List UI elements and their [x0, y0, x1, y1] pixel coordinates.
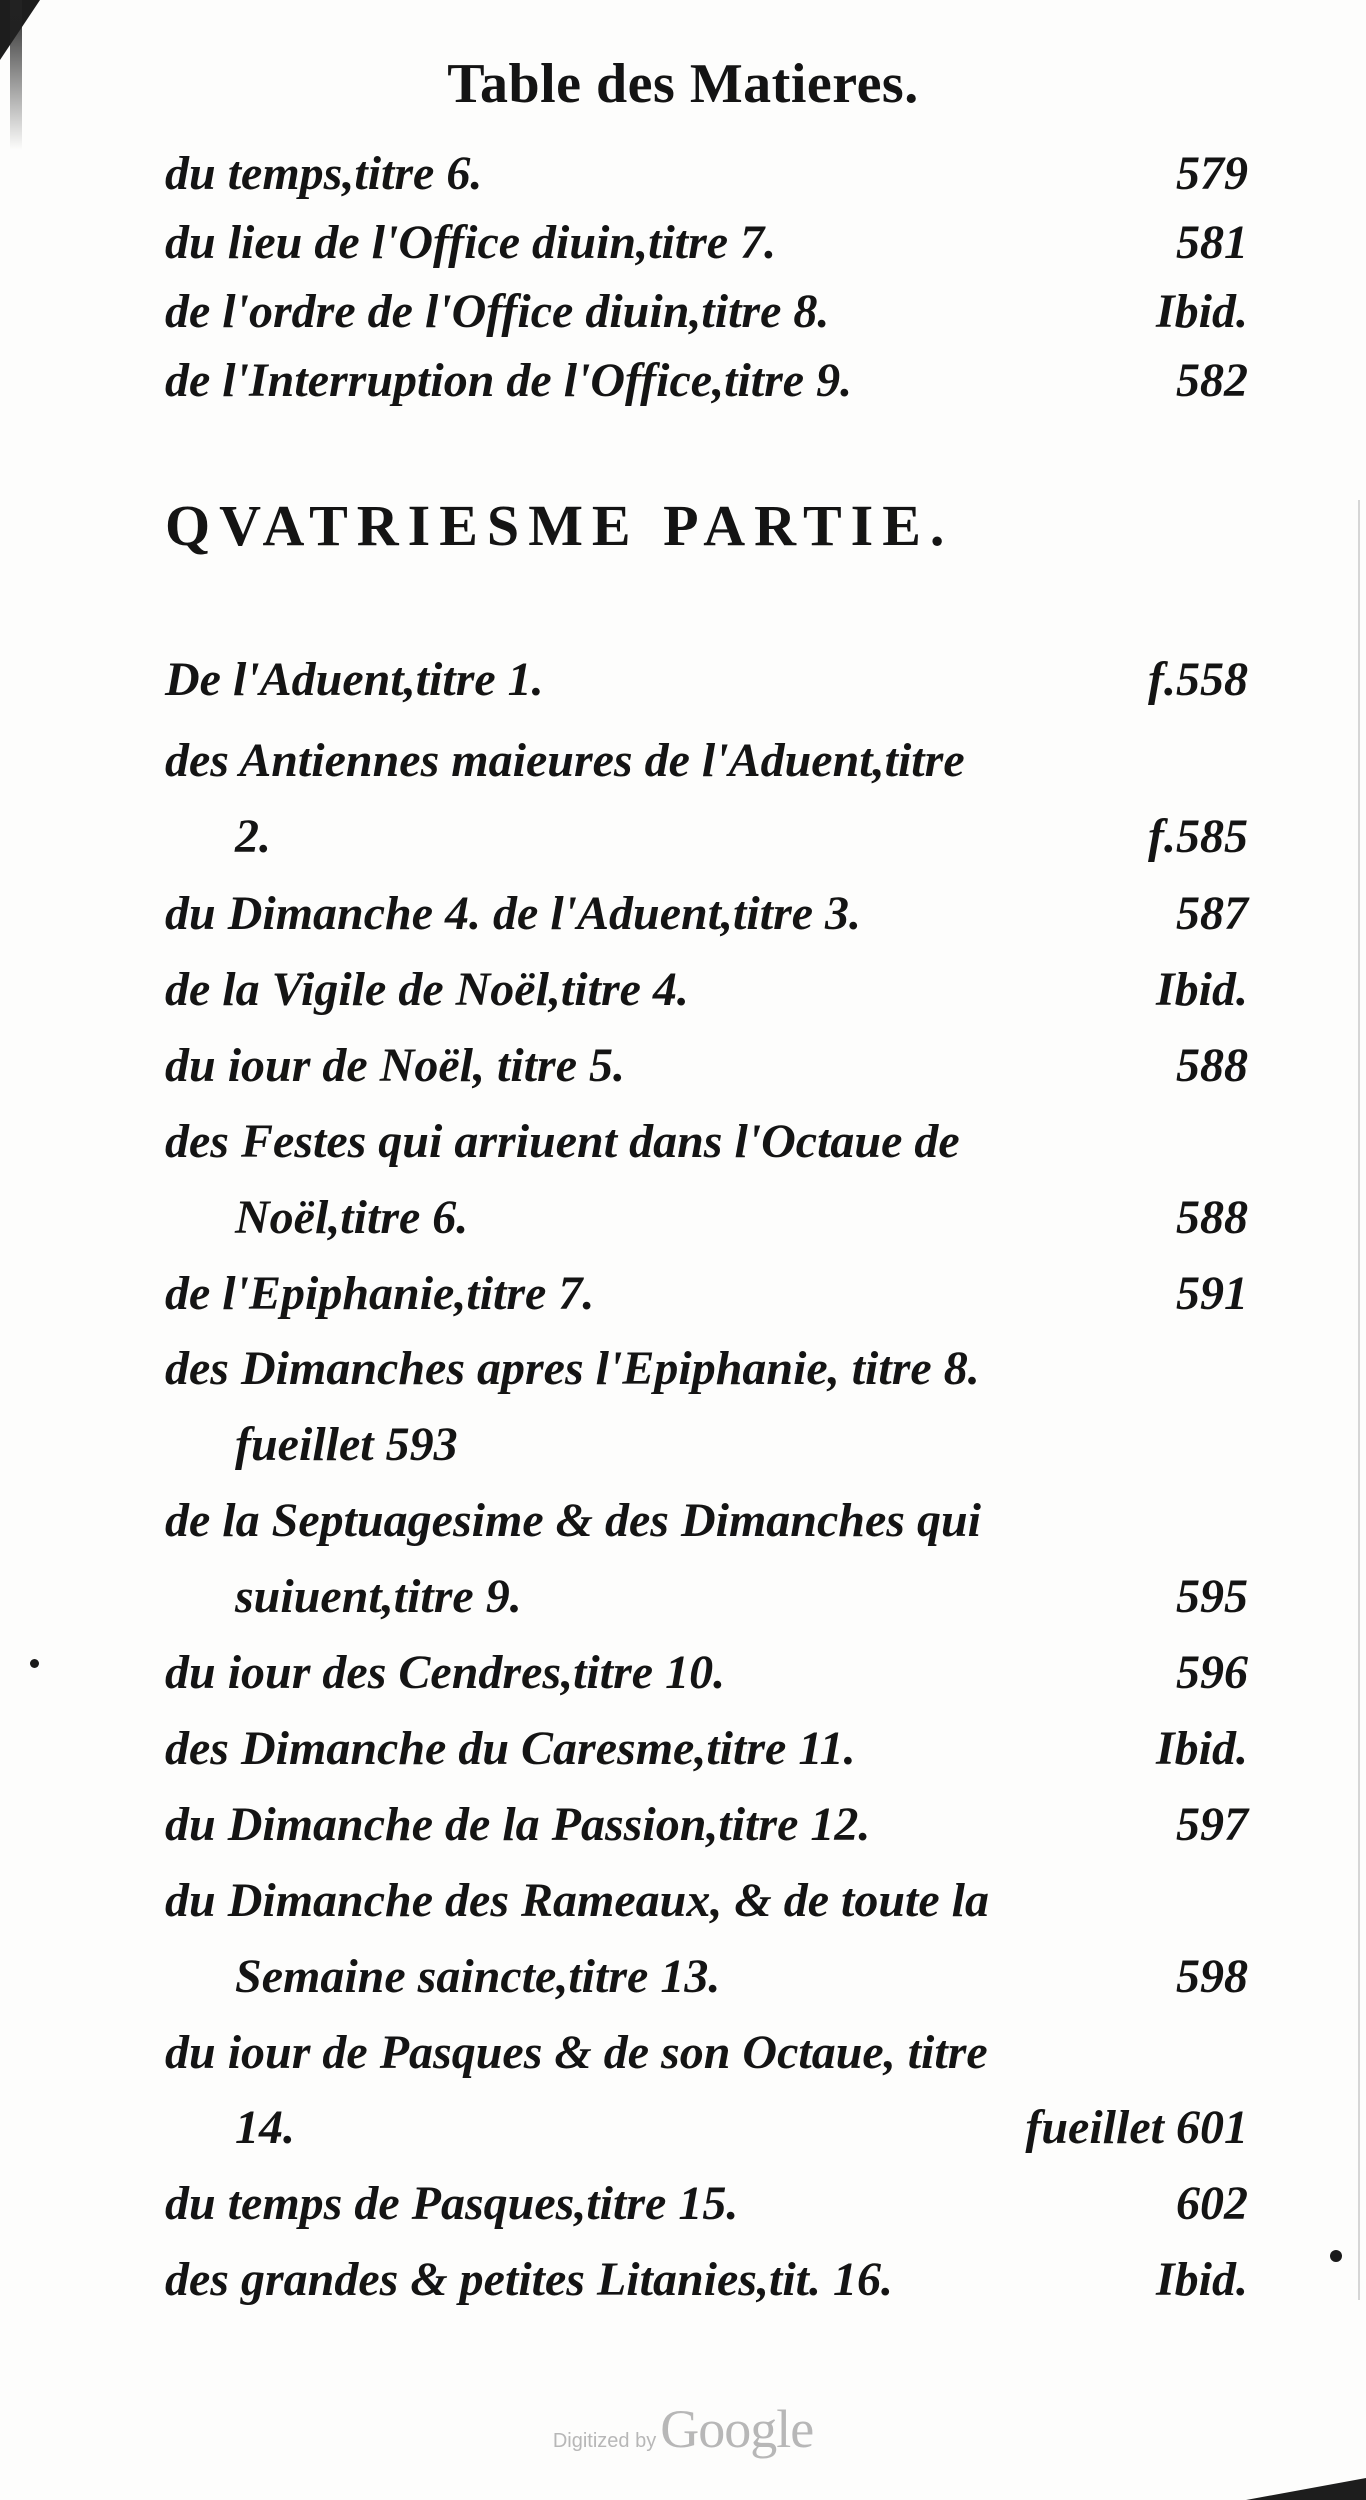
toc-entry-page: Ibid.: [1155, 1722, 1248, 1775]
toc-entry-page: Ibid.: [1155, 2253, 1248, 2306]
toc-entry-continuation: [165, 1569, 1248, 1639]
toc-entry-page: Ibid.: [1155, 963, 1248, 1016]
ink-spot: [1330, 2250, 1342, 2262]
toc-entry-text: 14.: [235, 2101, 295, 2154]
toc-entry: [165, 146, 1248, 216]
toc-entry-text: 2.: [235, 810, 271, 863]
toc-entry-page: 598: [1176, 1950, 1248, 2003]
toc-entry: [165, 215, 1248, 285]
google-brand: Google: [660, 2399, 814, 2459]
toc-entry-text: du lieu de l'Office diuin,titre 7.: [165, 216, 777, 269]
toc-entry: [165, 1341, 1248, 1411]
toc-entry-text: Noël,titre 6.: [235, 1191, 469, 1244]
toc-entry: [165, 886, 1248, 956]
toc-entry-text: fueillet 593: [235, 1418, 458, 1471]
toc-entry: [165, 1721, 1248, 1791]
toc-entry-text: des Dimanches apres l'Epiphanie, titre 8.: [165, 1342, 980, 1395]
toc-entry: [165, 1873, 1248, 1943]
toc-entry-page: f.558: [1148, 653, 1248, 706]
toc-entry-continuation: [165, 1190, 1248, 1260]
toc-entry-text: du temps,titre 6.: [165, 147, 483, 200]
toc-entry: [165, 2176, 1248, 2246]
toc-entry-page: f.585: [1148, 810, 1248, 863]
toc-entry-page: 579: [1176, 147, 1248, 200]
toc-entry-text: suiuent,titre 9.: [235, 1570, 522, 1623]
toc-entry-page: fueillet 601: [1025, 2101, 1248, 2154]
toc-entry-page: 602: [1176, 2177, 1248, 2230]
toc-entry-text: du iour des Cendres,titre 10.: [165, 1646, 726, 1699]
toc-entry: [165, 733, 1248, 803]
toc-entry: [165, 1645, 1248, 1715]
toc-entry-continuation: [165, 809, 1248, 879]
toc-entry-text: de la Vigile de Noël,titre 4.: [165, 963, 689, 1016]
toc-entry-page: 582: [1176, 354, 1248, 407]
toc-entry-text: des Antiennes maieures de l'Aduent,titre: [165, 734, 965, 787]
digitized-label: Digitized by: [552, 2430, 657, 2452]
toc-entry-page: 587: [1176, 887, 1248, 940]
toc-entry-page: 588: [1176, 1039, 1248, 1092]
toc-entry: [165, 962, 1248, 1032]
toc-entry-text: De l'Aduent,titre 1.: [165, 653, 544, 706]
toc-entry-continuation: [165, 1949, 1248, 2019]
toc-entry-text: du iour de Pasques & de son Octaue, titre: [165, 2026, 988, 2079]
toc-entry: [165, 2252, 1248, 2322]
running-head: Table des Matieres.: [447, 53, 919, 115]
toc-entry-page: 595: [1176, 1570, 1248, 1623]
toc-entry-text: des Dimanche du Caresme,titre 11.: [165, 1722, 856, 1775]
toc-entry-text: de l'Epiphanie,titre 7.: [165, 1267, 595, 1320]
toc-entry-text: de l'ordre de l'Office diuin,titre 8.: [165, 285, 830, 338]
toc-entry-continuation: [165, 1417, 1248, 1487]
toc-entry-text: des grandes & petites Litanies,tit. 16.: [165, 2253, 893, 2306]
toc-entry-page: 588: [1176, 1191, 1248, 1244]
toc-entry-text: des Festes qui arriuent dans l'Octaue de: [165, 1115, 960, 1168]
toc-entry: [165, 2025, 1248, 2095]
toc-entry-page: 596: [1176, 1646, 1248, 1699]
toc-entry: [165, 353, 1248, 423]
toc-entry: [165, 1038, 1248, 1108]
toc-entry-continuation: [165, 2100, 1248, 2170]
toc-entry-text: du Dimanche de la Passion,titre 12.: [165, 1798, 871, 1851]
toc-entry: [165, 1797, 1248, 1867]
ink-spot: [30, 1659, 39, 1668]
toc-entry-page: 597: [1176, 1798, 1248, 1851]
toc-entry-text: du Dimanche 4. de l'Aduent,titre 3.: [165, 887, 862, 940]
toc-entry-text: du iour de Noël, titre 5.: [165, 1039, 626, 1092]
part-heading: QVATRIESME PARTIE.: [165, 493, 954, 558]
toc-entry: [165, 284, 1248, 354]
toc-entry-text: du temps de Pasques,titre 15.: [165, 2177, 739, 2230]
toc-entry-text: du Dimanche des Rameaux, & de toute la: [165, 1874, 990, 1927]
toc-entry: [165, 1266, 1248, 1336]
toc-entry-text: de la Septuagesime & des Dimanches qui: [165, 1494, 981, 1547]
toc-entry-text: de l'Interruption de l'Office,titre 9.: [165, 354, 853, 407]
toc-entry-page: 581: [1176, 216, 1248, 269]
digitized-watermark: [0, 2398, 1366, 2460]
toc-entry: [165, 652, 1248, 722]
scan-corner-artifact-bottom: [1246, 2478, 1366, 2500]
toc-entry: [165, 1493, 1248, 1563]
toc-entry: [165, 1114, 1248, 1184]
page-edge-line: [1358, 500, 1360, 2300]
toc-entry-page: Ibid.: [1155, 285, 1248, 338]
toc-entry-page: 591: [1176, 1267, 1248, 1320]
toc-entry-text: Semaine saincte,titre 13.: [235, 1950, 721, 2003]
